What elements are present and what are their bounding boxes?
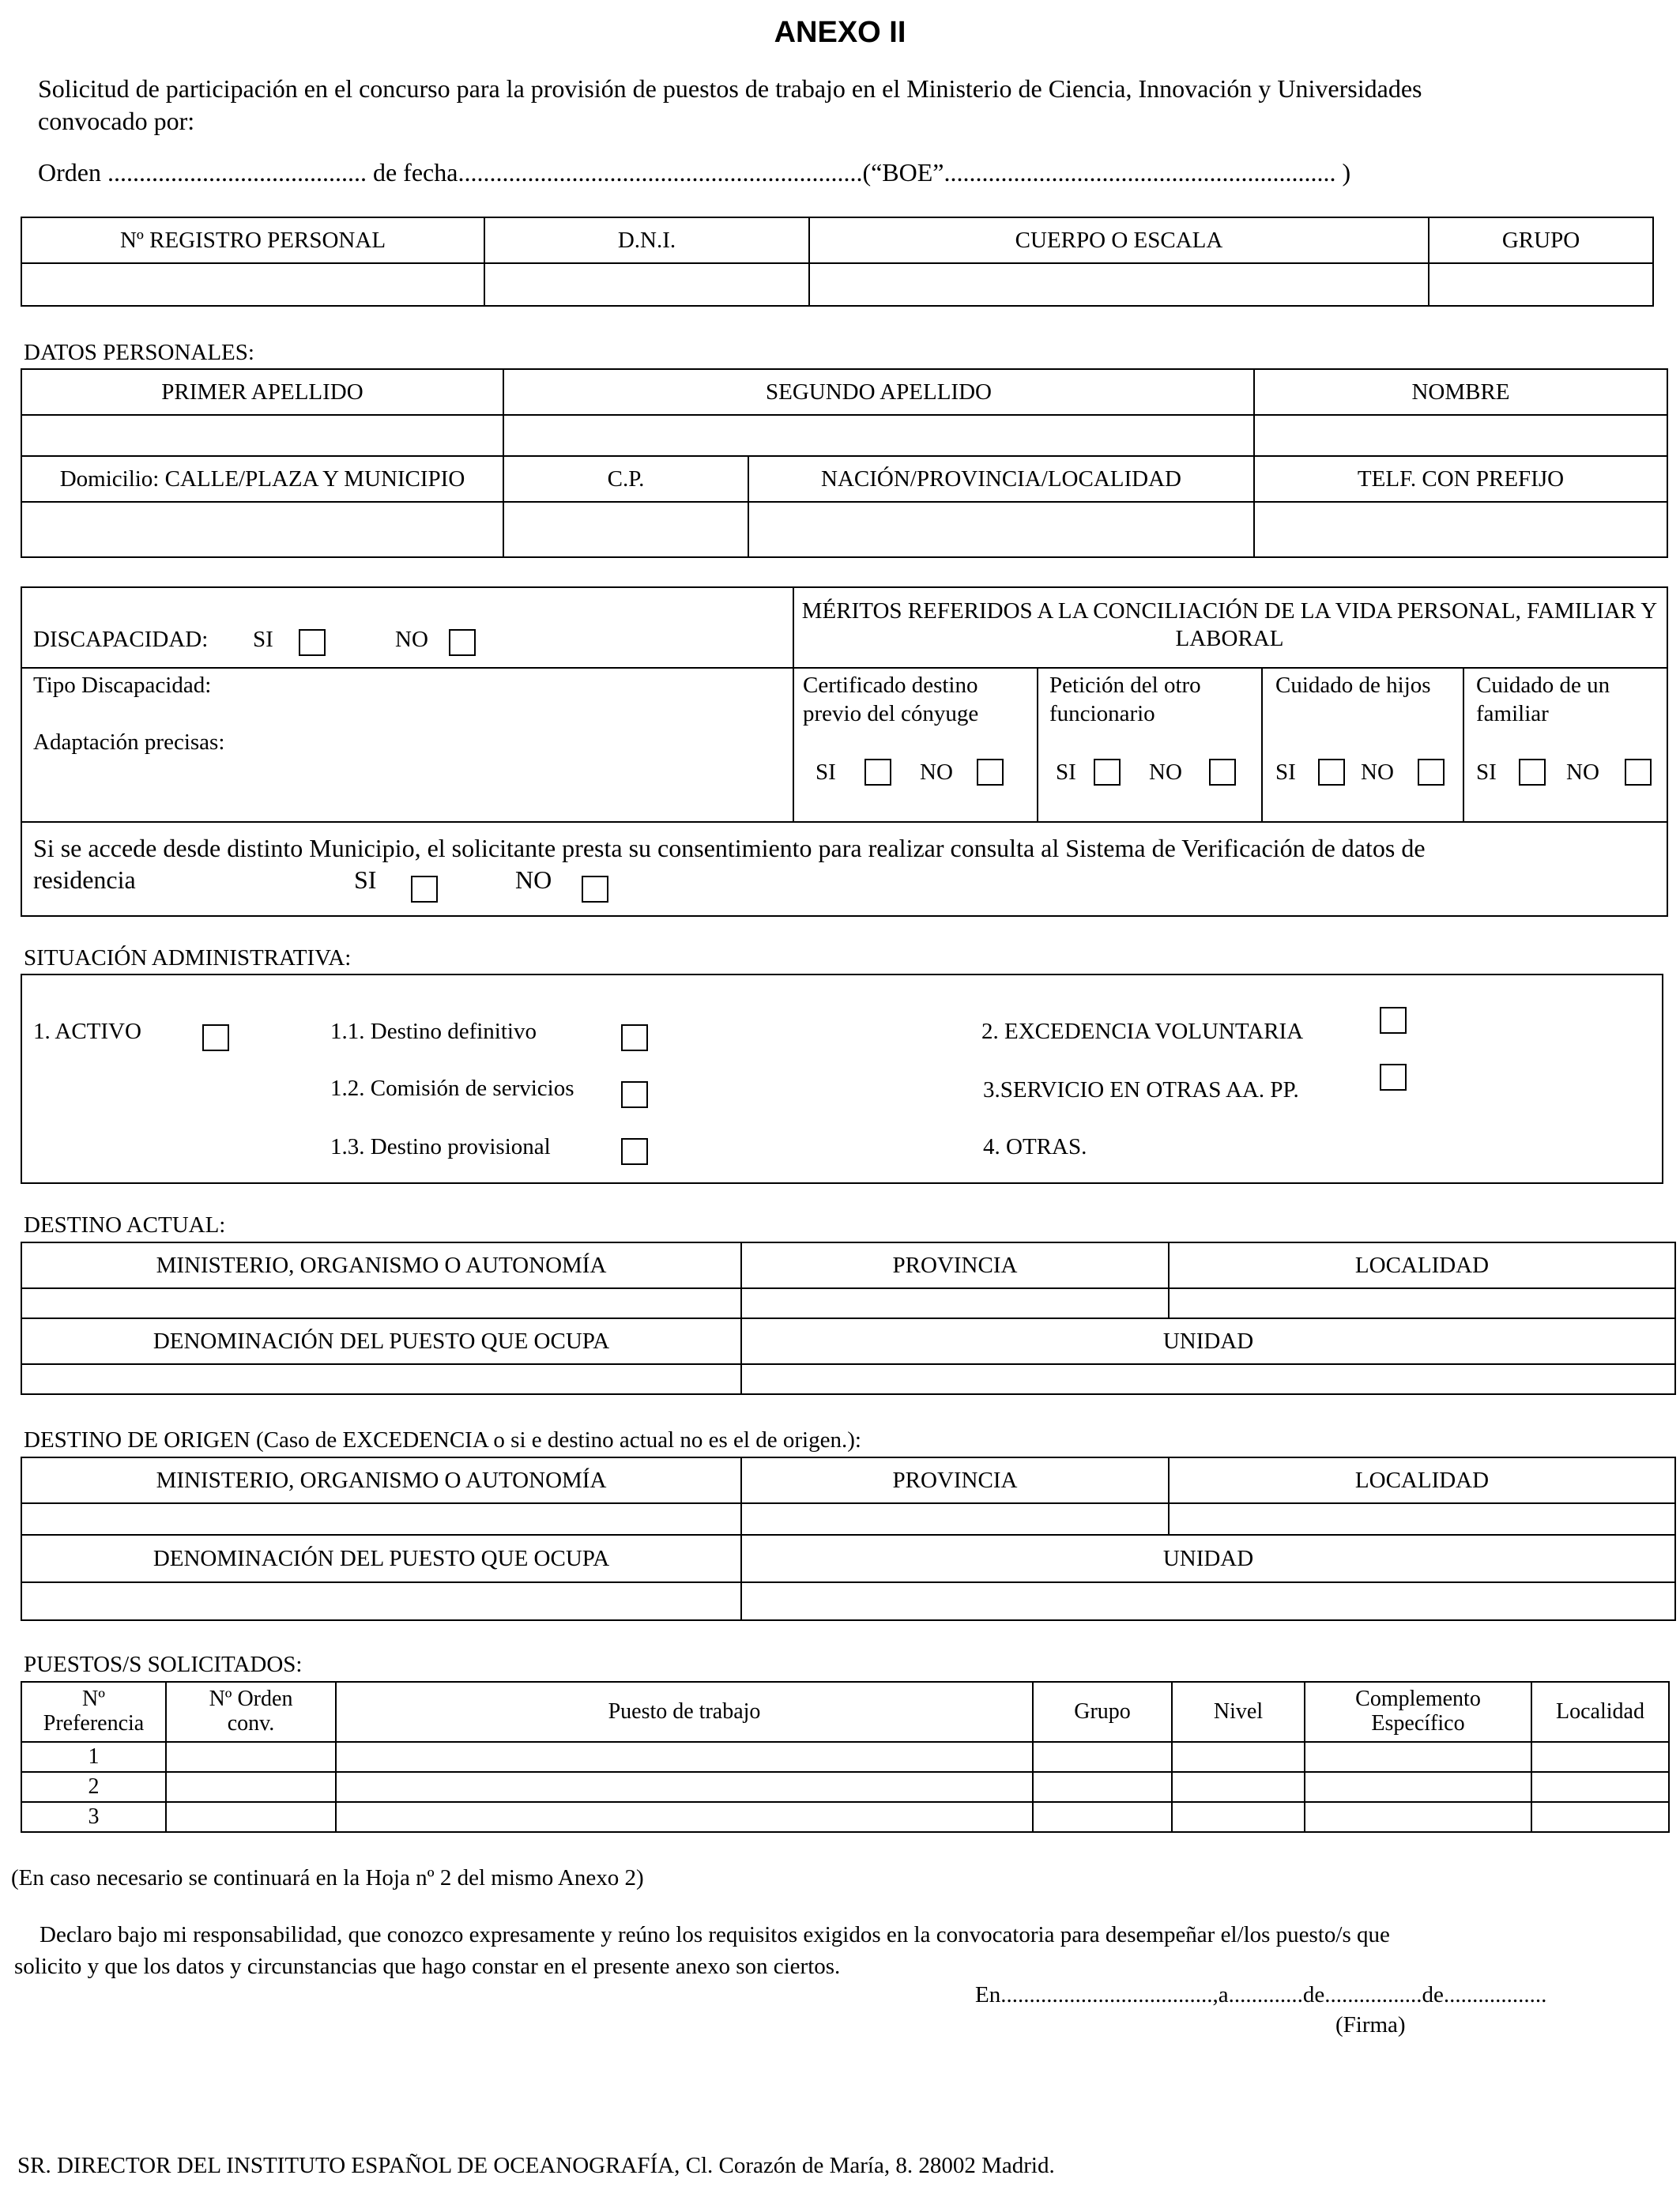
header-telefono: TELF. CON PREFIJO bbox=[1254, 456, 1667, 502]
header-dni: D.N.I. bbox=[484, 217, 809, 263]
origen-unidad-field[interactable] bbox=[741, 1582, 1675, 1620]
puesto-cell[interactable] bbox=[336, 1772, 1033, 1802]
consent-no-checkbox[interactable] bbox=[582, 876, 608, 903]
comision-servicios-label: 1.2. Comisión de servicios bbox=[330, 1076, 574, 1101]
discapacidad-si-label: SI bbox=[253, 627, 273, 652]
header-nombre: NOMBRE bbox=[1254, 369, 1667, 415]
declaration-line-2: solicito y que los datos y circunstancias que hago constar en el presente anexo son ciertos. bbox=[14, 1954, 841, 1979]
origen-ministerio-field[interactable] bbox=[21, 1503, 741, 1535]
situacion-block bbox=[21, 974, 1663, 1184]
merito-familiar-label-1: Cuidado de un bbox=[1476, 673, 1610, 698]
merito-familiar-label-2: familiar bbox=[1476, 701, 1549, 726]
header-provincia: PROVINCIA bbox=[741, 1242, 1169, 1288]
destino-provisional-label: 1.3. Destino provisional bbox=[330, 1134, 551, 1159]
header-localidad: LOCALIDAD bbox=[1169, 1242, 1675, 1288]
merito-conyuge-si-label: SI bbox=[816, 760, 836, 785]
origen-provincia-field[interactable] bbox=[741, 1503, 1169, 1535]
header-nivel: Nivel bbox=[1172, 1682, 1305, 1742]
merito-hijos-no-checkbox[interactable] bbox=[1418, 759, 1445, 786]
page-title: ANEXO II bbox=[774, 16, 906, 49]
header-domicilio: Domicilio: CALLE/PLAZA Y MUNICIPIO bbox=[21, 456, 503, 502]
excedencia-checkbox[interactable] bbox=[1380, 1007, 1407, 1034]
puesto-cell[interactable] bbox=[1305, 1772, 1531, 1802]
ministerio-field[interactable] bbox=[21, 1288, 741, 1318]
segundo-apellido-field[interactable] bbox=[503, 415, 1254, 456]
header-registro-personal: Nº REGISTRO PERSONAL bbox=[21, 217, 484, 263]
registro-table bbox=[21, 217, 1654, 307]
header-segundo-apellido: SEGUNDO APELLIDO bbox=[503, 369, 1254, 415]
comision-servicios-checkbox[interactable] bbox=[621, 1081, 648, 1108]
puesto-cell[interactable] bbox=[1531, 1772, 1669, 1802]
puestos-table bbox=[21, 1681, 1670, 1833]
header-origen-provincia: PROVINCIA bbox=[741, 1457, 1169, 1503]
signature-label: (Firma) bbox=[1335, 2012, 1406, 2038]
header-origen-unidad: UNIDAD bbox=[741, 1535, 1675, 1582]
origen-localidad-field[interactable] bbox=[1169, 1503, 1675, 1535]
header-grupo: GRUPO bbox=[1429, 217, 1653, 263]
grupo-field[interactable] bbox=[1429, 263, 1653, 306]
merito-familiar-si-checkbox[interactable] bbox=[1519, 759, 1546, 786]
merito-familiar-no-label: NO bbox=[1566, 760, 1599, 785]
header-primer-apellido: PRIMER APELLIDO bbox=[21, 369, 503, 415]
header-puesto-grupo: Grupo bbox=[1033, 1682, 1172, 1742]
merito-conyuge-label-1: Certificado destino bbox=[803, 673, 978, 698]
merito-conyuge-label-2: previo del cónyuge bbox=[803, 701, 979, 726]
order-line: Orden ......................................... de fecha................................................................(“BOE”.............................................................. ) bbox=[38, 158, 1351, 187]
discapacidad-label: DISCAPACIDAD: bbox=[33, 627, 209, 652]
puesto-cell[interactable] bbox=[1531, 1802, 1669, 1832]
primer-apellido-field[interactable] bbox=[21, 415, 503, 456]
destino-actual-table bbox=[21, 1242, 1676, 1395]
intro-line-1: Solicitud de participación en el concurso para la provisión de puestos de trabajo en el Ministerio de Ciencia, Innovación y Universidades bbox=[38, 74, 1422, 103]
header-cp: C.P. bbox=[503, 456, 748, 502]
nombre-field[interactable] bbox=[1254, 415, 1667, 456]
puesto-row-number: 1 bbox=[21, 1742, 166, 1772]
merito-familiar-no-checkbox[interactable] bbox=[1625, 759, 1652, 786]
header-puesto-localidad: Localidad bbox=[1531, 1682, 1669, 1742]
header-denominacion-puesto: DENOMINACIÓN DEL PUESTO QUE OCUPA bbox=[21, 1318, 741, 1364]
puesto-cell[interactable] bbox=[166, 1742, 336, 1772]
telefono-field[interactable] bbox=[1254, 502, 1667, 557]
datos-personales-table bbox=[21, 368, 1668, 558]
header-unidad: UNIDAD bbox=[741, 1318, 1675, 1364]
discapacidad-no-label: NO bbox=[395, 627, 428, 652]
merito-conyuge-no-label: NO bbox=[920, 760, 953, 785]
servicio-otras-label: 3.SERVICIO EN OTRAS AA. PP. bbox=[983, 1077, 1299, 1103]
puesto-cell[interactable] bbox=[336, 1742, 1033, 1772]
header-complemento: Complemento Específico bbox=[1305, 1682, 1531, 1742]
header-cuerpo-escala: CUERPO O ESCALA bbox=[809, 217, 1429, 263]
puesto-cell[interactable] bbox=[1531, 1742, 1669, 1772]
merito-funcionario-si-label: SI bbox=[1056, 760, 1076, 785]
destino-definitivo-label: 1.1. Destino definitivo bbox=[330, 1019, 537, 1044]
merito-hijos-si-checkbox[interactable] bbox=[1318, 759, 1345, 786]
discapacidad-si-checkbox[interactable] bbox=[299, 629, 326, 656]
puesto-cell[interactable] bbox=[1172, 1802, 1305, 1832]
merito-funcionario-no-label: NO bbox=[1149, 760, 1182, 785]
otras-label: 4. OTRAS. bbox=[983, 1134, 1087, 1159]
puesto-row-number: 2 bbox=[21, 1772, 166, 1802]
header-origen-localidad: LOCALIDAD bbox=[1169, 1457, 1675, 1503]
puesto-cell[interactable] bbox=[1172, 1742, 1305, 1772]
dni-field[interactable] bbox=[484, 263, 809, 306]
puesto-cell[interactable] bbox=[1033, 1802, 1172, 1832]
provincia-field[interactable] bbox=[741, 1288, 1169, 1318]
datos-personales-heading: DATOS PERSONALES: bbox=[24, 340, 254, 365]
registro-personal-field[interactable] bbox=[21, 263, 484, 306]
puesto-cell[interactable] bbox=[166, 1772, 336, 1802]
declaration-line-1: Declaro bajo mi responsabilidad, que conozco expresamente y reúno los requisitos exigidos en la convocatoria para desempeñar el/los puesto/s que bbox=[40, 1922, 1390, 1947]
header-puesto-trabajo: Puesto de trabajo bbox=[336, 1682, 1033, 1742]
merito-funcionario-label-1: Petición del otro bbox=[1049, 673, 1201, 698]
puesto-cell[interactable] bbox=[336, 1802, 1033, 1832]
merito-funcionario-si-checkbox[interactable] bbox=[1094, 759, 1121, 786]
place-date-line: En.....................................,a.............de.................de.................. bbox=[975, 1982, 1547, 2007]
puestos-heading: PUESTOS/S SOLICITADOS: bbox=[24, 1652, 303, 1677]
merito-hijos-label: Cuidado de hijos bbox=[1275, 673, 1431, 698]
nacion-provincia-field[interactable] bbox=[748, 502, 1254, 557]
merito-hijos-no-label: NO bbox=[1361, 760, 1394, 785]
meritos-title: MÉRITOS REFERIDOS A LA CONCILIACIÓN DE LA VIDA PERSONAL, FAMILIAR Y LABORAL bbox=[801, 598, 1658, 651]
consent-si-checkbox[interactable] bbox=[411, 876, 438, 903]
excedencia-label: 2. EXCEDENCIA VOLUNTARIA bbox=[981, 1019, 1304, 1044]
puesto-cell[interactable] bbox=[1305, 1742, 1531, 1772]
merito-conyuge-si-checkbox[interactable] bbox=[864, 759, 891, 786]
merito-hijos-si-label: SI bbox=[1275, 760, 1296, 785]
adaptacion-label: Adaptación precisas: bbox=[33, 729, 225, 755]
puesto-cell[interactable] bbox=[166, 1802, 336, 1832]
puesto-cell[interactable] bbox=[1305, 1802, 1531, 1832]
localidad-field[interactable] bbox=[1169, 1288, 1675, 1318]
puesto-row-number: 3 bbox=[21, 1802, 166, 1832]
origen-denominacion-field[interactable] bbox=[21, 1582, 741, 1620]
consent-si-label: SI bbox=[354, 865, 377, 894]
intro-line-2: convocado por: bbox=[38, 107, 195, 135]
puesto-cell[interactable] bbox=[1033, 1772, 1172, 1802]
denominacion-puesto-field[interactable] bbox=[21, 1364, 741, 1394]
header-origen-ministerio: MINISTERIO, ORGANISMO O AUTONOMÍA bbox=[21, 1457, 741, 1503]
destino-definitivo-checkbox[interactable] bbox=[621, 1024, 648, 1051]
destino-actual-heading: DESTINO ACTUAL: bbox=[24, 1212, 226, 1238]
destino-origen-heading: DESTINO DE ORIGEN (Caso de EXCEDENCIA o si e destino actual no es el de origen.): bbox=[24, 1427, 861, 1453]
cuerpo-escala-field[interactable] bbox=[809, 263, 1429, 306]
header-ministerio: MINISTERIO, ORGANISMO O AUTONOMÍA bbox=[21, 1242, 741, 1288]
consent-no-label: NO bbox=[515, 865, 552, 894]
consent-text-line-1: Si se accede desde distinto Municipio, el solicitante presta su consentimiento para realizar consulta al Sistema de Verificación de datos de bbox=[33, 834, 1426, 862]
situacion-heading: SITUACIÓN ADMINISTRATIVA: bbox=[24, 945, 352, 971]
footer-recipient: SR. DIRECTOR DEL INSTITUTO ESPAÑOL DE OCEANOGRAFÍA, Cl. Corazón de María, 8. 28002 Madrid. bbox=[17, 2153, 1055, 2178]
merito-familiar-si-label: SI bbox=[1476, 760, 1497, 785]
activo-checkbox[interactable] bbox=[202, 1024, 229, 1051]
servicio-otras-checkbox[interactable] bbox=[1380, 1064, 1407, 1091]
header-nacion-provincia: NACIÓN/PROVINCIA/LOCALIDAD bbox=[748, 456, 1254, 502]
cp-field[interactable] bbox=[503, 502, 748, 557]
merito-funcionario-no-checkbox[interactable] bbox=[1209, 759, 1236, 786]
destino-origen-table bbox=[21, 1457, 1676, 1621]
tipo-discapacidad-label: Tipo Discapacidad: bbox=[33, 673, 212, 698]
activo-label: 1. ACTIVO bbox=[33, 1019, 141, 1044]
domicilio-field[interactable] bbox=[21, 502, 503, 557]
header-preferencia: Nº Preferencia bbox=[21, 1682, 166, 1742]
continuation-note: (En caso necesario se continuará en la Hoja nº 2 del mismo Anexo 2) bbox=[11, 1865, 644, 1891]
unidad-field[interactable] bbox=[741, 1364, 1675, 1394]
puesto-cell[interactable] bbox=[1033, 1742, 1172, 1772]
destino-provisional-checkbox[interactable] bbox=[621, 1138, 648, 1165]
puesto-cell[interactable] bbox=[1172, 1772, 1305, 1802]
consent-text-line-2: residencia bbox=[33, 865, 136, 894]
merito-funcionario-label-2: funcionario bbox=[1049, 701, 1155, 726]
header-origen-denominacion: DENOMINACIÓN DEL PUESTO QUE OCUPA bbox=[21, 1535, 741, 1582]
discapacidad-no-checkbox[interactable] bbox=[449, 629, 476, 656]
header-orden-conv: Nº Orden conv. bbox=[166, 1682, 336, 1742]
merito-conyuge-no-checkbox[interactable] bbox=[977, 759, 1004, 786]
